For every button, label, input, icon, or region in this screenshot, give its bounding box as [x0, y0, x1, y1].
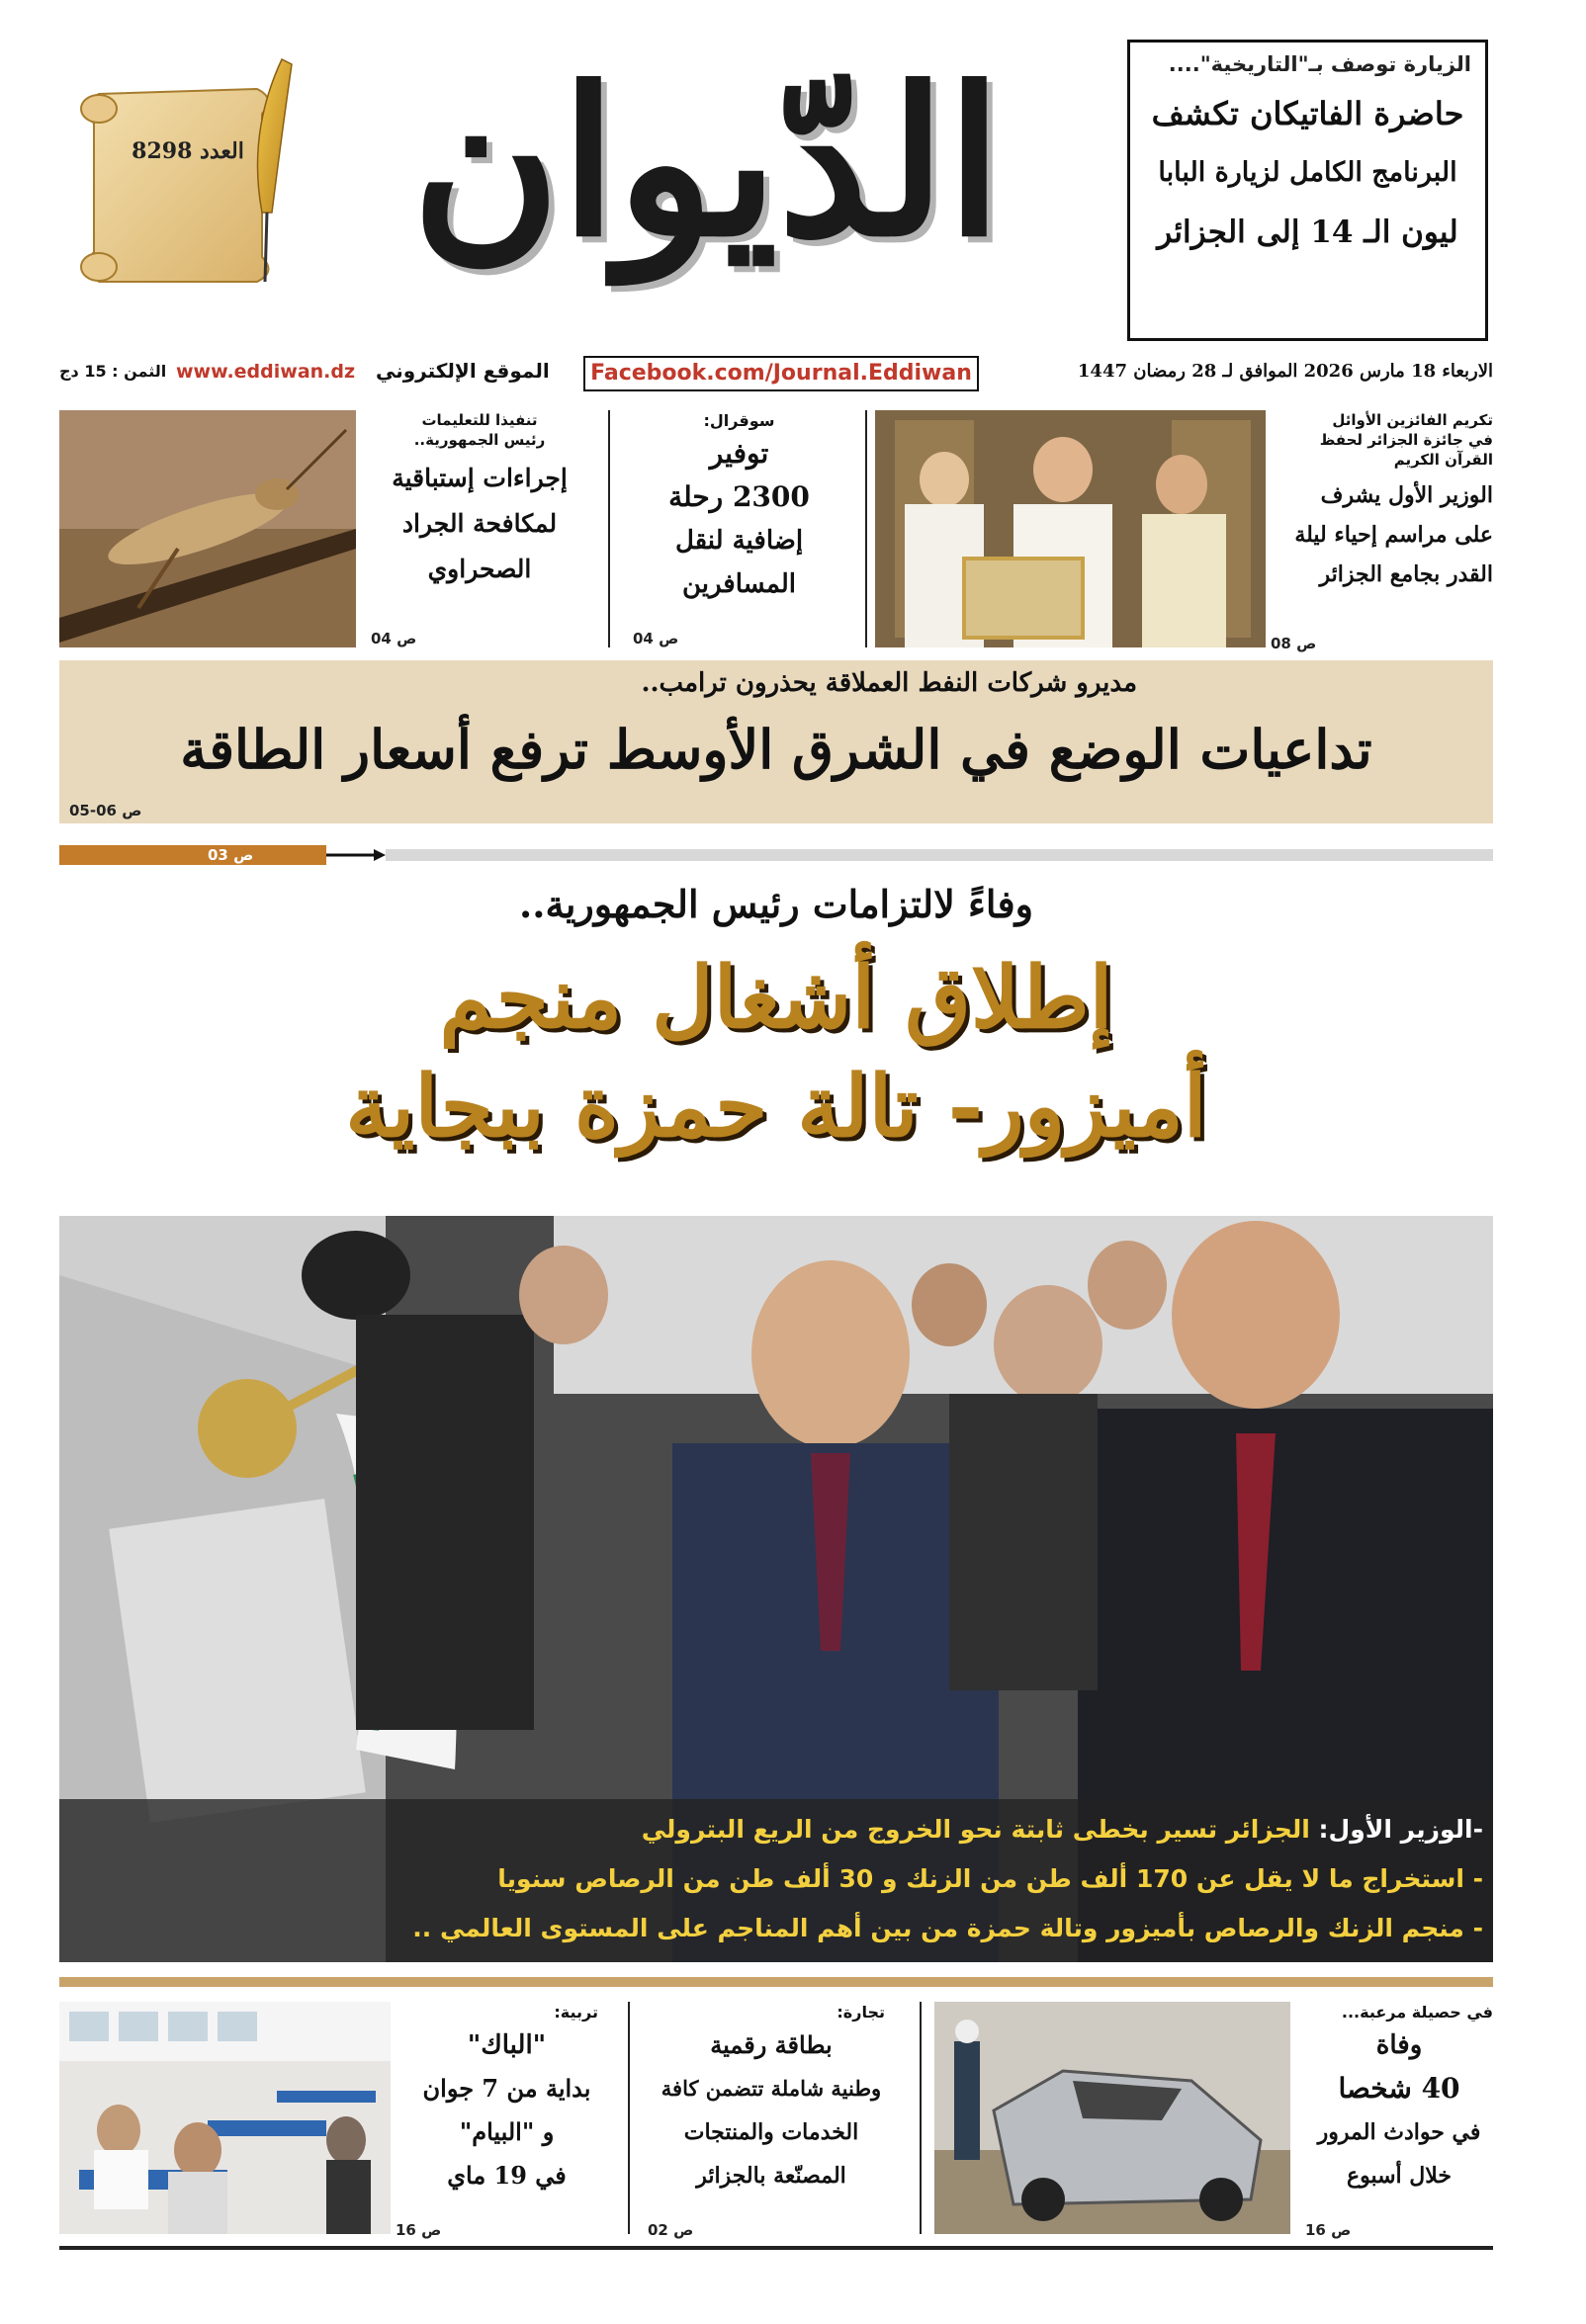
teaser-trade[interactable]: [638, 2002, 905, 2239]
price: الثمن : 15 دج: [59, 362, 167, 381]
teaser-quran[interactable]: [1271, 410, 1493, 652]
bottom-strip: [59, 2002, 1493, 2239]
top-story-line: ليون الـ 14 إلى الجزائر: [1157, 215, 1458, 250]
teaser-line: توفير: [709, 437, 769, 470]
teaser-line: المصنّعة بالجزائر: [696, 2163, 846, 2189]
teaser-line: بداية من 7 جوان: [422, 2074, 591, 2103]
arrow-right-icon: [326, 847, 386, 863]
teaser-line: في حوادث المرور: [1317, 2119, 1481, 2145]
teaser-line: لمكافحة الجراد: [401, 509, 558, 538]
page-reference: ص 04: [633, 630, 679, 647]
page-reference: ص 06-05: [69, 802, 142, 819]
teaser-line: خلال أسبوع: [1346, 2163, 1453, 2189]
caption-bullet: [79, 1906, 1483, 1951]
date-line: الاربعاء 18 مارس 2026 الموافق لـ 28 رمضان 1447: [1077, 361, 1493, 382]
teaser-kicker: في حصيلة مرعبة...: [1341, 2003, 1493, 2022]
teaser-locust[interactable]: [361, 410, 598, 647]
teaser-line: القدر بجامع الجزائر: [1319, 561, 1493, 587]
teaser-kicker: تنفيذا للتعليمات: [421, 411, 538, 429]
photo-quran-ceremony: [875, 410, 1266, 647]
masthead: [0, 0, 1586, 346]
site-url[interactable]: www.eddiwan.dz: [176, 361, 356, 383]
main-story[interactable]: [59, 875, 1493, 1962]
scroll-emblem: [69, 54, 297, 301]
teaser-kicker: تربية:: [554, 2003, 598, 2022]
teaser-line: الصحراوي: [427, 555, 532, 583]
caption-bullet-label: -الوزير الأول:: [1318, 1815, 1483, 1844]
top-story-kicker: الزيارة توصف بـ"التاريخية"....: [1168, 52, 1471, 76]
photo-car-crash: [934, 2002, 1290, 2234]
teaser-line: إضافية لنقل: [674, 526, 804, 556]
top-story-box[interactable]: [1127, 40, 1488, 341]
teaser-strip: [59, 410, 1493, 652]
page-reference: ص 03: [208, 846, 254, 864]
divider: [920, 2002, 922, 2234]
banner-kicker: مديرو شركات النفط العملاقة يحذرون ترامب..: [641, 668, 1137, 698]
info-bar: [59, 351, 1493, 398]
teaser-line: الخدمات والمنتجات: [683, 2119, 859, 2145]
teaser-line: وطنية شاملة تتضمن كافة: [661, 2076, 882, 2101]
photo-caption-overlay: [59, 1799, 1493, 1962]
scroll-quill-icon: [69, 54, 297, 301]
energy-banner[interactable]: [59, 660, 1493, 823]
teaser-accidents[interactable]: [1305, 2002, 1493, 2239]
teaser-line: في 19 ماي: [447, 2161, 567, 2190]
page-reference: ص 02: [648, 2221, 694, 2239]
teaser-line: بطاقة رقمية: [710, 2030, 833, 2059]
caption-bullet-text: الجزائر تسير بخطى ثابتة نحو الخروج من الريع البترولي: [641, 1815, 1319, 1844]
teaser-line: وفاة: [1375, 2030, 1423, 2060]
teaser-kicker: في جائزة الجزائر لحفظ: [1319, 431, 1493, 449]
teaser-line: على مراسم إحياء ليلة: [1294, 522, 1493, 548]
teaser-line: إجراءات إستباقية: [392, 464, 568, 492]
issue-number: العدد 8298: [132, 138, 244, 164]
facebook-link[interactable]: Facebook.com/Journal.Eddiwan: [583, 356, 979, 391]
page-reference: ص 16: [396, 2221, 442, 2239]
teaser-kicker: القرآن الكريم: [1393, 451, 1493, 469]
top-story-line: البرنامج الكامل لزيارة البابا: [1158, 157, 1457, 188]
caption-bullet-text: - منجم الزنك والرصاص بأميزور وتالة حمزة من بين أهم المناجم على المستوى العالمي ..: [412, 1914, 1483, 1942]
teaser-kicker: تكريم الفائزين الأوائل: [1332, 411, 1493, 429]
site-label: الموقع الإلكتروني: [376, 359, 550, 383]
teaser-line: "الباك": [467, 2030, 547, 2060]
teaser-line: الوزير الأول يشرف: [1320, 482, 1493, 508]
main-headline-1: إطلاق أشغال منجم: [439, 948, 1113, 1048]
caption-bullet: [79, 1856, 1483, 1902]
teaser-line: و "البيام": [459, 2117, 555, 2146]
divider: [865, 410, 867, 647]
bottom-rule: [59, 1977, 1493, 1987]
teaser-kicker: تجارة:: [837, 2003, 885, 2022]
teaser-kicker: سوقرال:: [703, 411, 775, 430]
divider: [608, 410, 610, 647]
teaser-line: المسافرين: [681, 569, 797, 599]
top-story-line: حاضرة الفاتيكان تكشف: [1151, 95, 1464, 132]
footer-rule: [59, 2246, 1493, 2250]
teaser-flights[interactable]: [623, 410, 855, 647]
photo-exam-hall: [59, 2002, 391, 2234]
page-reference: ص 16: [1305, 2221, 1352, 2239]
caption-bullet-text: - استخراج ما لا يقل عن 170 ألف طن من الزنك و 30 ألف طن من الرصاص سنويا: [497, 1864, 1483, 1893]
photo-mine-ceremony: [59, 1216, 1493, 1962]
page-reference: ص 08: [1271, 635, 1317, 652]
caption-bullet: [79, 1807, 1483, 1852]
teaser-education[interactable]: [396, 2002, 618, 2239]
teaser-kicker: رئيس الجمهورية..: [413, 431, 546, 449]
section-arrow-bar: [59, 845, 1493, 865]
main-kicker: وفاءً لالتزامات رئيس الجمهورية..: [519, 882, 1033, 926]
teaser-line: 40 شخصا: [1338, 2072, 1460, 2105]
photo-locust: [59, 410, 356, 647]
teaser-line: 2300 رحلة: [668, 480, 810, 513]
page-reference: ص 04: [371, 630, 417, 647]
newspaper-title: الدّيوان: [411, 44, 1003, 282]
main-headline-2: أميزور- تالة حمزة ببجاية: [345, 1057, 1207, 1157]
banner-headline: تداعيات الوضع في الشرق الأوسط ترفع أسعار الطاقة: [180, 718, 1372, 781]
divider: [628, 2002, 630, 2234]
